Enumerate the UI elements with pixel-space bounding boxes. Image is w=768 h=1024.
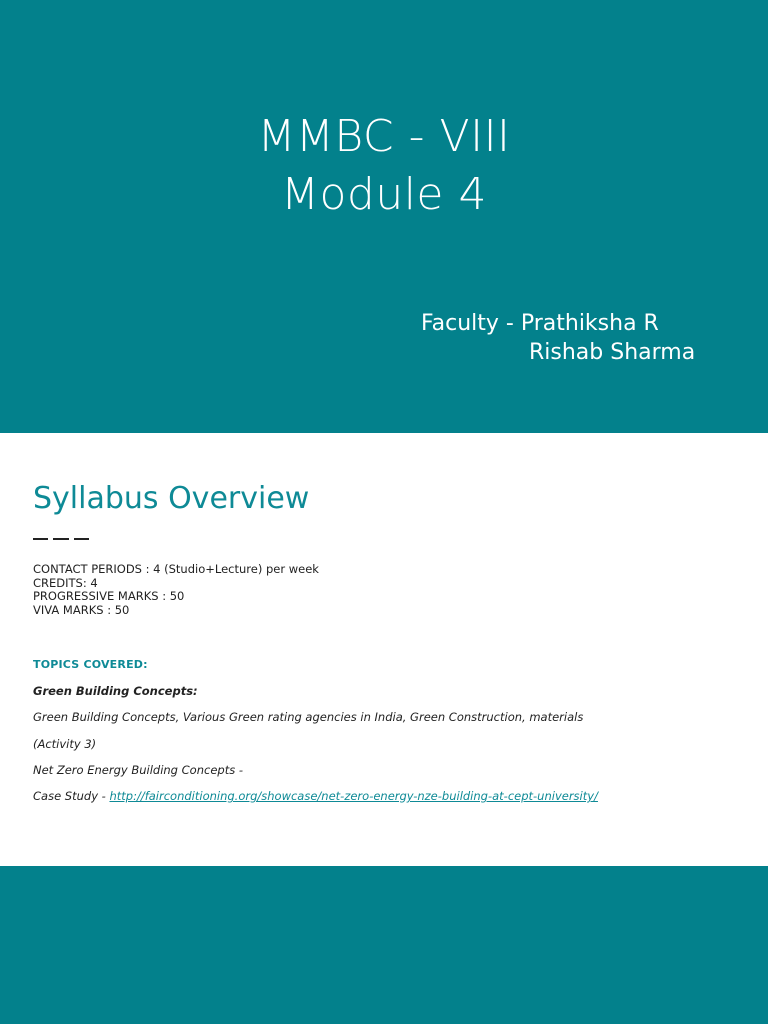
dash-divider: [33, 531, 89, 547]
case-study-link[interactable]: http://fairconditioning.org/showcase/net-zero-energy-nze-building-at-cept-university/: [109, 789, 598, 803]
contact-periods: CONTACT PERIODS : 4 (Studio+Lecture) per week: [33, 562, 319, 576]
nzeb-text: Net Zero Energy Building Concepts -: [33, 763, 243, 777]
case-study-label: Case Study -: [33, 789, 110, 803]
credits: CREDITS: 4: [33, 575, 98, 590]
course-title: MMBC - VIII: [257, 111, 511, 162]
faculty-second-name: Rishab Sharma: [529, 340, 696, 365]
topics-heading: TOPICS COVERED:: [33, 658, 148, 671]
green-building-heading: Green Building Concepts:: [33, 684, 198, 698]
progressive-marks: PROGRESSIVE MARKS : 50: [33, 589, 185, 603]
title-slide: [0, 0, 768, 433]
case-study-line: [33, 789, 598, 803]
activity-text: (Activity 3): [33, 737, 97, 751]
module-title: Module 4: [281, 169, 487, 220]
viva-marks: VIVA MARKS : 50: [33, 602, 130, 617]
course-info: [33, 563, 319, 617]
faculty-label: Faculty - Prathiksha R: [421, 311, 659, 336]
syllabus-heading: Syllabus Overview: [33, 481, 310, 516]
green-building-text: Green Building Concepts, Various Green rating agencies in India, Green Construction, materials: [33, 710, 584, 724]
next-slide: [0, 866, 768, 1024]
syllabus-slide: [0, 433, 768, 866]
